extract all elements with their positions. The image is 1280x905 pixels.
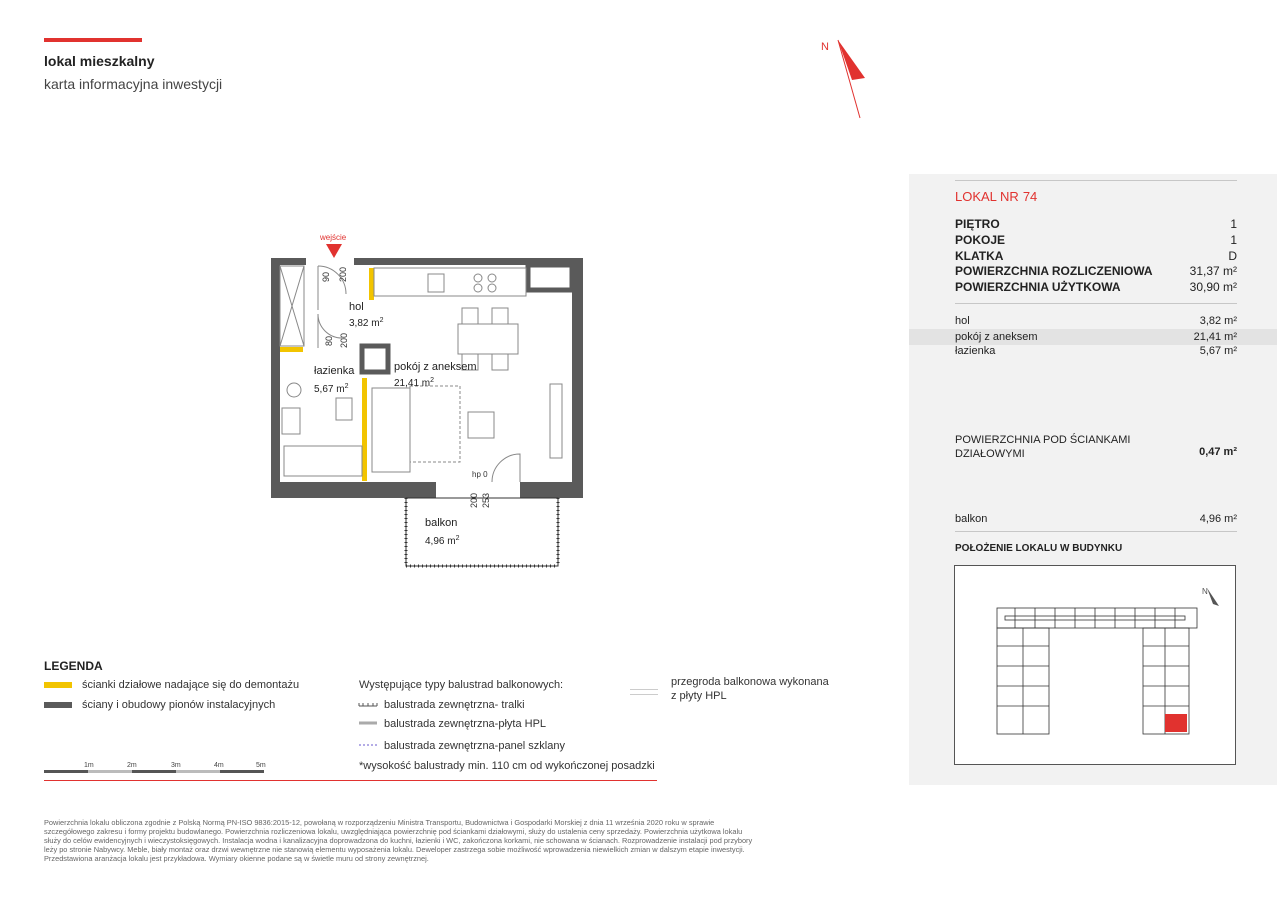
room-area: 4,96 $m^2$ bbox=[425, 535, 460, 547]
hp-label: hp 0 bbox=[472, 470, 488, 479]
room-area: 5,67 $m^2$ bbox=[314, 383, 349, 395]
scale-label: 2m bbox=[127, 762, 137, 769]
north-label: N bbox=[1202, 587, 1208, 596]
scale-label: 5m bbox=[256, 762, 266, 769]
page-subtitle: karta informacyjna inwestycji bbox=[44, 76, 223, 92]
room-row: pokój z aneksem 21,41 m² bbox=[955, 331, 1237, 343]
legend-separator bbox=[44, 780, 657, 781]
scale-label: 1m bbox=[84, 762, 94, 769]
room-area: 3,82 $m^2$ bbox=[349, 317, 384, 329]
floor-plan bbox=[262, 228, 597, 573]
legend-swatch-grey bbox=[44, 702, 72, 708]
lokal-marker bbox=[1165, 714, 1187, 732]
info-row: POWIERZCHNIA ROZLICZENIOWA 31,37 m² bbox=[955, 264, 1237, 278]
balustrade-symbols bbox=[358, 700, 378, 750]
legend-item: z płyty HPL bbox=[671, 690, 727, 702]
scale-label: 4m bbox=[214, 762, 224, 769]
room-name: balkon bbox=[425, 517, 458, 529]
room-name: pokój z aneksem bbox=[394, 361, 477, 373]
room-row: hol 3,82 m² bbox=[955, 315, 1237, 327]
legend-item: ścianki działowe nadające się do demontażu bbox=[82, 679, 300, 691]
balustrade-title: Występujące typy balustrad balkonowych: bbox=[359, 679, 564, 691]
legend-item: balustrada zewnętrzna-płyta HPL bbox=[384, 718, 547, 730]
footer-disclaimer: Powierzchnia lokalu obliczona zgodnie z Polską Normą PN-ISO 9836:2015-12, powołaną w rozporządzeniu Ministra Transportu, Budownictwa i Gospodarki Morskiej z dnia 11 września 2020 roku w sprawie szczegółowego zakresu i formy projektu budowlanego. Powierzchnia rozliczeniowa lokalu, uwzględniająca powierzchnię pod ściankami działowymi, służy do ustalenia ceny sprzedaży. Powierzchnia użytkowa lokalu służy do celów ewidencyjnych i wieczystoksięgowych. Instalacja wodna i kanalizacyjna doprowadzona do kuchni, łazienki i WC, zakończona korkami, nie schowana w ścianach. Rozprowadzenie instalacji pod przybory leży po stronie Nabywcy. Meble, biały montaż oraz drzwi wewnętrzne nie stanowią elementu wyposażenia lokalu. Deweloper zastrzega sobie możliwość wprowadzenia niewielkich zmian w dalszym etapie inwestycji. Przedstawiona aranżacja lokalu jest przykładowa. Wymiary okienne podane są w świetle muru od strony zewnętrznej. bbox=[44, 818, 753, 863]
dim-label: 200 bbox=[338, 266, 348, 282]
room-name: łazienka bbox=[314, 365, 355, 377]
legend-item: ściany i obudowy pionów instalacyjnych bbox=[82, 699, 276, 711]
balustrade-note: *wysokość balustrady min. 110 cm od wykończonej posadzki bbox=[359, 760, 655, 772]
north-label: N bbox=[821, 41, 829, 53]
dim-label: 80 bbox=[324, 335, 334, 346]
legend-item: przegroda balkonowa wykonana bbox=[671, 676, 829, 688]
dim-label: 90 bbox=[321, 271, 331, 282]
legend-title: LEGENDA bbox=[44, 659, 103, 673]
location-title: POŁOŻENIE LOKALU W BUDYNKU bbox=[955, 543, 1123, 554]
legend-item: balustrada zewnętrzna-panel szklany bbox=[384, 740, 565, 752]
dim-label: 253 bbox=[481, 492, 491, 508]
room-name: hol bbox=[349, 301, 364, 313]
north-arrow-icon bbox=[818, 36, 870, 122]
lokal-number: LOKAL NR 74 bbox=[955, 189, 1038, 204]
room-row: łazienka 5,67 m² bbox=[955, 345, 1237, 357]
balkon-row: balkon 4,96 m² bbox=[955, 513, 1237, 525]
info-row: POWIERZCHNIA UŻYTKOWA 30,90 m² bbox=[955, 280, 1237, 294]
info-row: POKOJE 1 bbox=[955, 233, 1237, 247]
entrance-arrow-icon bbox=[326, 244, 342, 258]
scale-bar bbox=[44, 758, 274, 778]
partition-area-value: 0,47 m² bbox=[1199, 446, 1237, 458]
header-accent-bar bbox=[44, 38, 142, 42]
info-row: PIĘTRO 1 bbox=[955, 217, 1237, 231]
scale-label: 3m bbox=[171, 762, 181, 769]
dim-label: 200 bbox=[339, 332, 349, 348]
partition-area-label: POWIERZCHNIA POD ŚCIANKAMI DZIAŁOWYMI bbox=[955, 434, 1131, 460]
info-panel bbox=[909, 174, 1277, 785]
legend-swatch-yellow bbox=[44, 682, 72, 688]
page-title: lokal mieszkalny bbox=[44, 53, 155, 69]
room-area: 21,41 $m^2$ bbox=[394, 377, 435, 389]
north-arrow-icon bbox=[1207, 588, 1219, 606]
legend-swatch-przegroda bbox=[630, 689, 658, 695]
legend-item: balustrada zewnętrzna- tralki bbox=[384, 699, 525, 711]
dim-label: 200 bbox=[469, 492, 479, 508]
info-row: KLATKA D bbox=[955, 249, 1237, 263]
building-location-map bbox=[954, 565, 1236, 765]
entrance-label: wejście bbox=[320, 233, 347, 242]
